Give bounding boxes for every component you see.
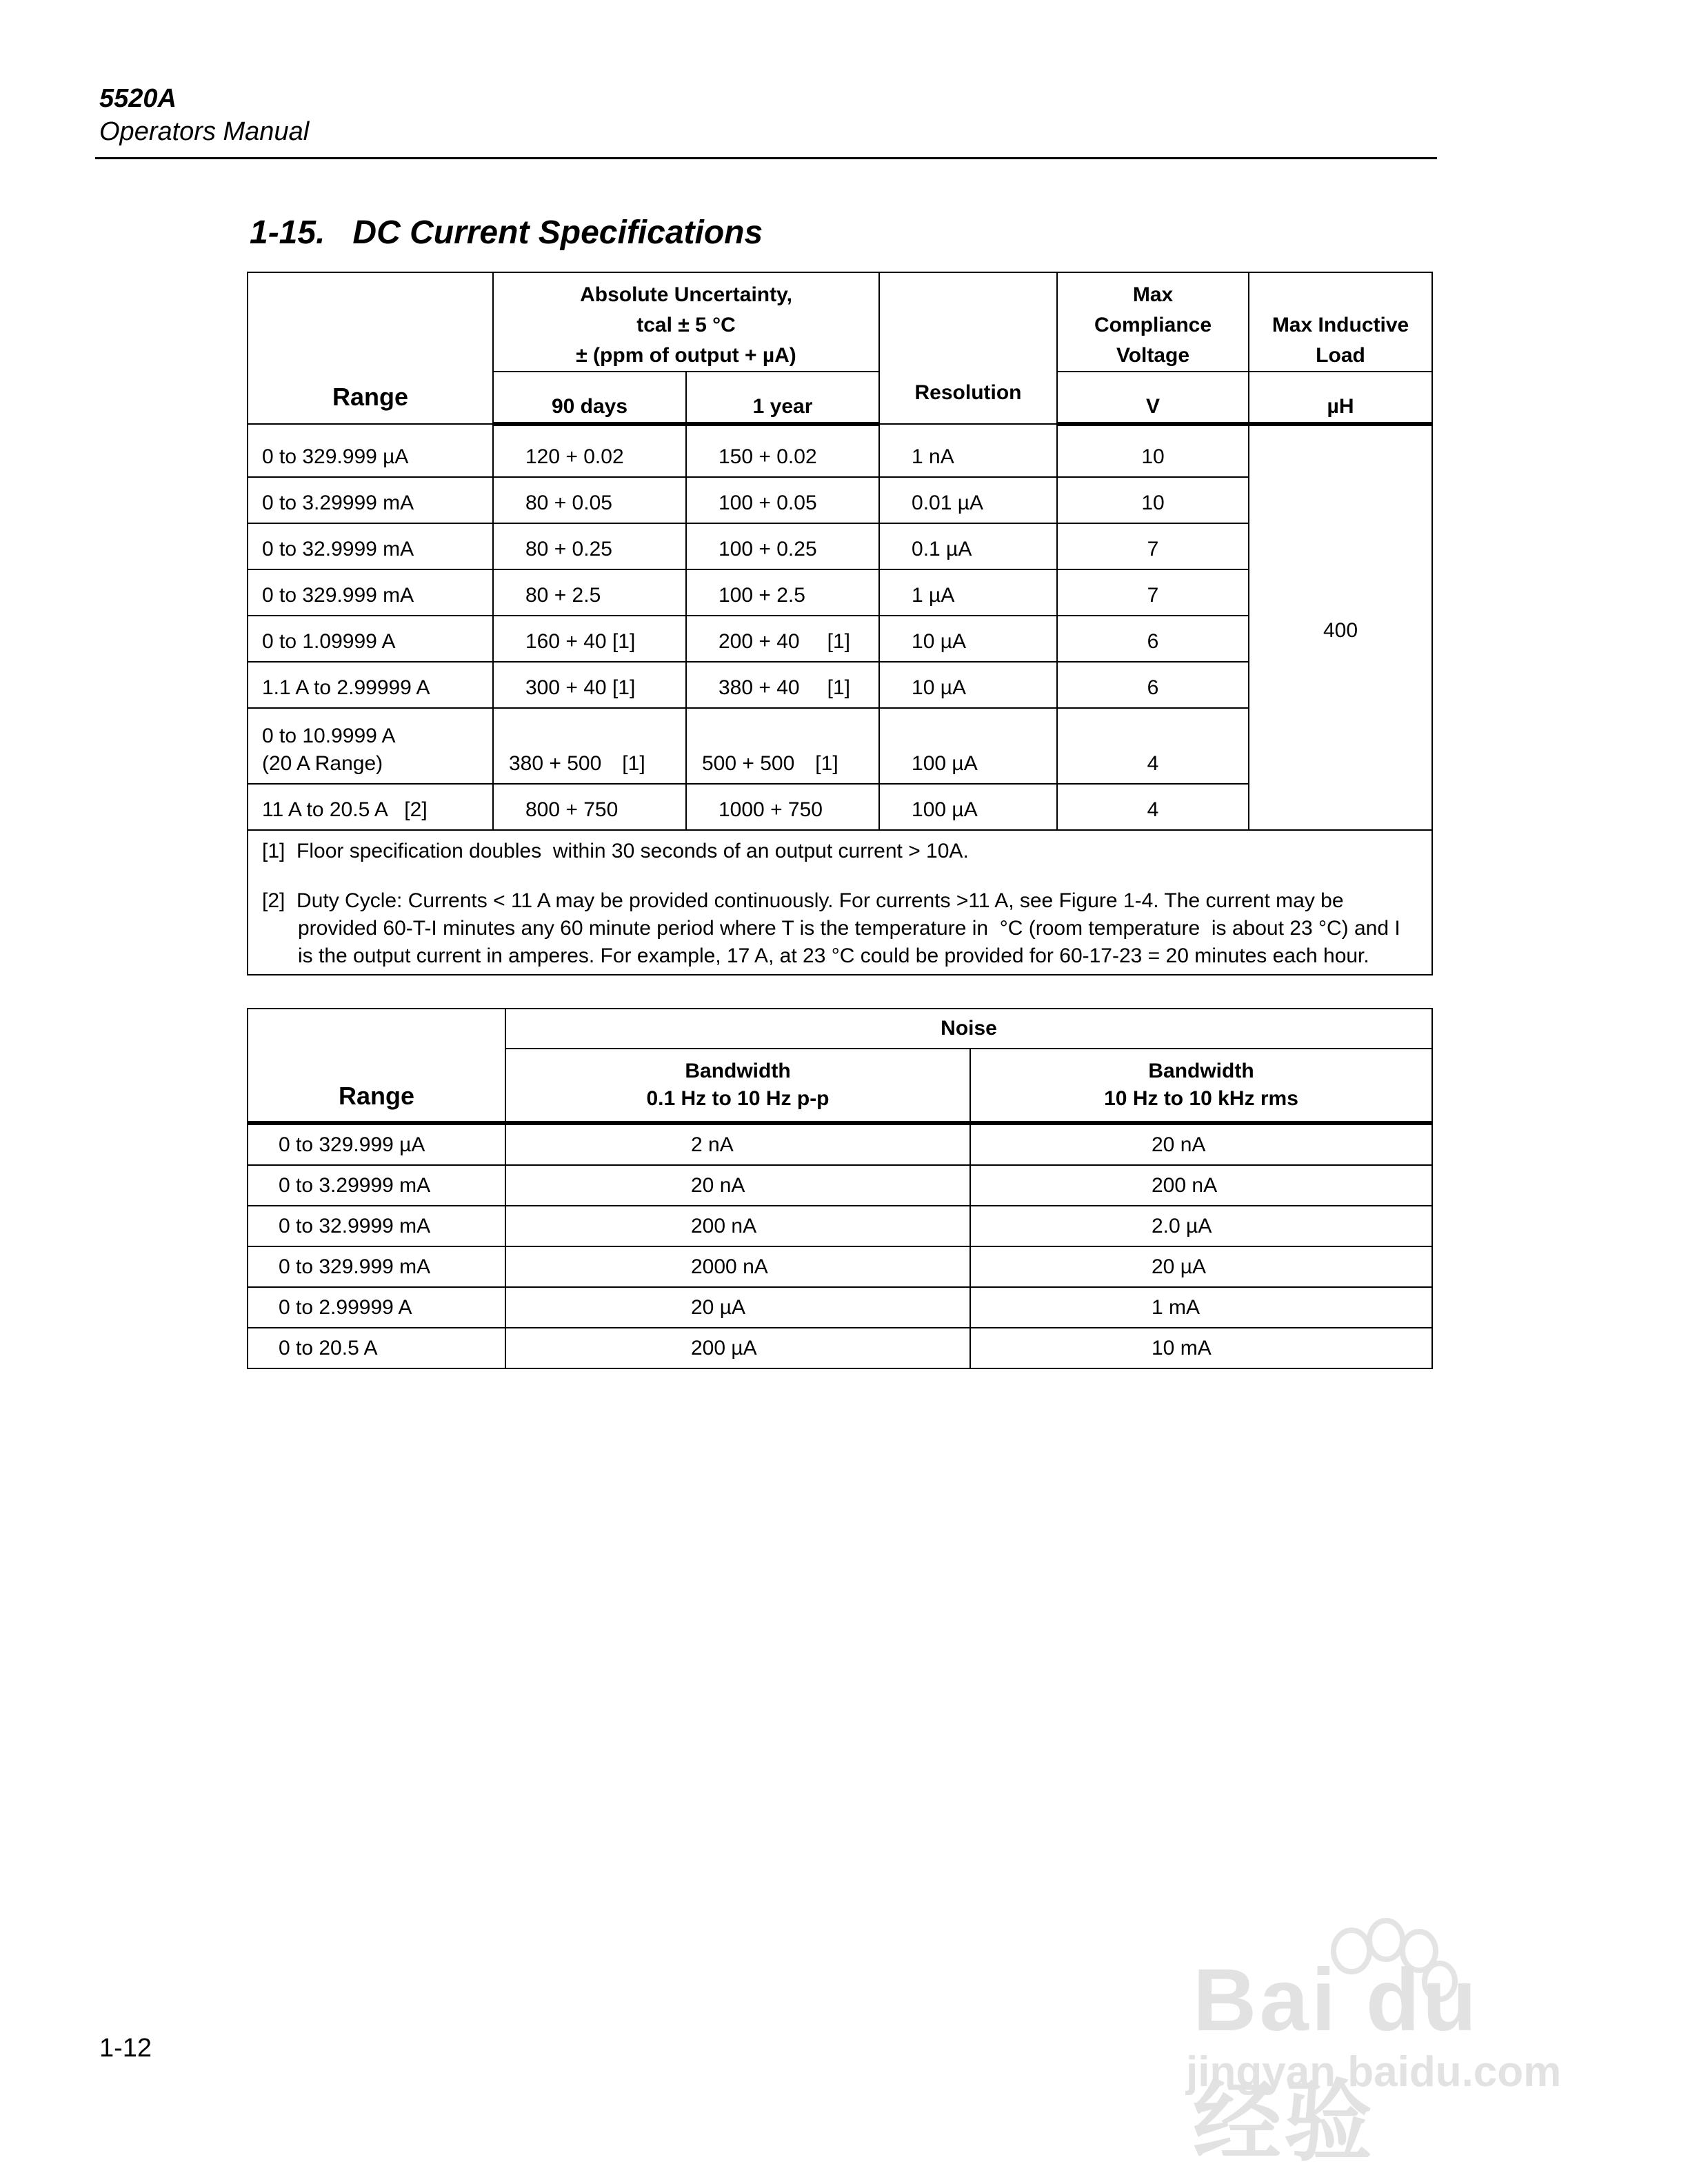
cell-90-days: 300 + 40 [1]: [493, 662, 686, 708]
cell-compliance: 6: [1057, 662, 1249, 708]
cell-noise-pp: 20 µA: [505, 1287, 970, 1328]
cell-1-year: 100 + 0.05: [686, 477, 879, 523]
cell-1-year: 1000 + 750: [686, 784, 879, 830]
cell-range: 0 to 32.9999 mA: [248, 1206, 505, 1246]
footnotes: [248, 830, 1432, 975]
noise-table: [247, 1008, 1433, 1369]
abs-unc-line1: Absolute Uncertainty,: [580, 283, 792, 306]
cell-range: 0 to 3.29999 mA: [248, 1165, 505, 1206]
header-inductive-load: [1249, 272, 1432, 372]
page-number: 1-12: [99, 2034, 152, 2063]
value-1-year: 200 + 40: [719, 630, 800, 653]
header-1-year: 1 year: [686, 372, 879, 424]
cell-range: 0 to 329.999 µA: [248, 1123, 505, 1165]
footnote-ref: [1]: [622, 752, 645, 775]
footnote-2: [2] Duty Cycle: Currents < 11 A may be provided continuously. For currents >11 A, see Figure 1-4. The current may be provided 60-T-I minutes any 60 minute period where T is the temperature in °C (room temperature is about 23 °C) and I is the output current in amperes. For example, 17 A, at 23 °C could be provided for 60-17-23 = 20 minutes each hour.: [262, 889, 1407, 967]
cell-1-year: 100 + 2.5: [686, 569, 879, 616]
cell-90-days: [493, 708, 686, 784]
cell-noise-pp: 200 nA: [505, 1206, 970, 1246]
table-row: [248, 1246, 1432, 1287]
cell-resolution: 10 µA: [879, 616, 1057, 662]
cell-90-days: 80 + 0.05: [493, 477, 686, 523]
cell-1-year: 100 + 0.25: [686, 523, 879, 569]
bw2-line1: Bandwidth: [1148, 1060, 1254, 1082]
cell-compliance: 7: [1057, 523, 1249, 569]
value-1-year: 380 + 40: [719, 676, 800, 699]
cell-90-days: 120 + 0.02: [493, 424, 686, 477]
inductive-line1: Max Inductive: [1272, 314, 1409, 336]
cell-1-year: [686, 662, 879, 708]
header-inductive-unit: µH: [1249, 372, 1432, 424]
bw2-line2: 10 Hz to 10 kHz rms: [1104, 1087, 1298, 1110]
header-rule: [95, 157, 1437, 159]
footnote-ref: [1]: [827, 676, 850, 699]
baidu-watermark: [1145, 1910, 1586, 2172]
cell-noise-pp: 2 nA: [505, 1123, 970, 1165]
table-row: [248, 1123, 1432, 1165]
cell-resolution: 0.01 µA: [879, 477, 1057, 523]
noise-header-bandwidth-rms: [970, 1049, 1432, 1123]
value-1-year: 500 + 500: [702, 752, 795, 775]
cell-noise-pp: 2000 nA: [505, 1246, 970, 1287]
cell-noise-rms: 200 nA: [970, 1165, 1432, 1206]
cell-90-days: 80 + 0.25: [493, 523, 686, 569]
table-row: [248, 424, 1432, 477]
cell-compliance: 7: [1057, 569, 1249, 616]
manual-model: 5520A: [99, 84, 177, 113]
cell-range: 11 A to 20.5 A [2]: [248, 784, 493, 830]
dc-current-spec-table: [247, 272, 1433, 975]
cell-noise-pp: 20 nA: [505, 1165, 970, 1206]
cell-range: 0 to 32.9999 mA: [248, 523, 493, 569]
cell-90-days: 160 + 40 [1]: [493, 616, 686, 662]
cell-compliance: 6: [1057, 616, 1249, 662]
watermark-url: jingyan.baidu.com: [1186, 2048, 1562, 2096]
cell-max-inductive-load: 400: [1249, 424, 1432, 830]
abs-unc-line3: ± (ppm of output + µA): [576, 344, 796, 367]
cell-range: 0 to 329.999 mA: [248, 569, 493, 616]
cell-1-year: [686, 616, 879, 662]
header-resolution: Resolution: [879, 272, 1057, 424]
section-title: 1-15. DC Current Specifications: [250, 214, 763, 251]
cell-compliance: 4: [1057, 784, 1249, 830]
bw1-line1: Bandwidth: [685, 1060, 791, 1082]
compliance-line2: Compliance: [1094, 314, 1212, 336]
cell-resolution: 10 µA: [879, 662, 1057, 708]
value-90-days: 380 + 500: [509, 752, 602, 775]
footnote-ref: [1]: [827, 630, 850, 653]
header-absolute-uncertainty: [493, 272, 879, 372]
cell-compliance: 10: [1057, 424, 1249, 477]
header-90-days: 90 days: [493, 372, 686, 424]
cell-compliance: 4: [1057, 708, 1249, 784]
cell-range: 0 to 20.5 A: [248, 1328, 505, 1368]
abs-unc-line2: tcal ± 5 °C: [636, 314, 736, 336]
cell-noise-pp: 200 µA: [505, 1328, 970, 1368]
header-compliance-unit: V: [1057, 372, 1249, 424]
cell-range: [248, 708, 493, 784]
cell-range: 1.1 A to 2.99999 A: [248, 662, 493, 708]
cell-resolution: 100 µA: [879, 784, 1057, 830]
cell-noise-rms: 1 mA: [970, 1287, 1432, 1328]
cell-range: 0 to 329.999 µA: [248, 424, 493, 477]
watermark-brand: Bai du 经验: [1193, 1951, 1480, 2172]
cell-resolution: 0.1 µA: [879, 523, 1057, 569]
footnote-1: [1] Floor specification doubles within 30 seconds of an output current > 10A.: [262, 840, 969, 862]
table-row: [248, 1206, 1432, 1246]
footnote-ref: [1]: [815, 752, 838, 775]
noise-header-bandwidth-pp: [505, 1049, 970, 1123]
cell-resolution: 1 µA: [879, 569, 1057, 616]
cell-noise-rms: 20 µA: [970, 1246, 1432, 1287]
cell-compliance: 10: [1057, 477, 1249, 523]
range-line1: 0 to 10.9999 A: [262, 725, 396, 747]
compliance-line1: Max: [1132, 283, 1174, 306]
header-range: Range: [248, 272, 493, 424]
bw1-line2: 0.1 Hz to 10 Hz p-p: [646, 1087, 830, 1110]
cell-90-days: 80 + 2.5: [493, 569, 686, 616]
cell-noise-rms: 20 nA: [970, 1123, 1432, 1165]
manual-subtitle: Operators Manual: [99, 117, 310, 146]
cell-range: 0 to 3.29999 mA: [248, 477, 493, 523]
noise-header-title: Noise: [505, 1009, 1432, 1049]
cell-90-days: 800 + 750: [493, 784, 686, 830]
range-line2: (20 A Range): [262, 752, 383, 775]
cell-resolution: 1 nA: [879, 424, 1057, 477]
cell-1-year: [686, 708, 879, 784]
noise-header-range: Range: [248, 1009, 505, 1123]
cell-resolution: 100 µA: [879, 708, 1057, 784]
header-compliance: [1057, 272, 1249, 372]
cell-noise-rms: 10 mA: [970, 1328, 1432, 1368]
inductive-line2: Load: [1316, 344, 1365, 367]
cell-noise-rms: 2.0 µA: [970, 1206, 1432, 1246]
cell-range: 0 to 2.99999 A: [248, 1287, 505, 1328]
cell-range: 0 to 329.999 mA: [248, 1246, 505, 1287]
compliance-line3: Voltage: [1116, 344, 1190, 367]
cell-1-year: 150 + 0.02: [686, 424, 879, 477]
table-row: [248, 1165, 1432, 1206]
table-row: [248, 1328, 1432, 1368]
table-row: [248, 1287, 1432, 1328]
cell-range: 0 to 1.09999 A: [248, 616, 493, 662]
